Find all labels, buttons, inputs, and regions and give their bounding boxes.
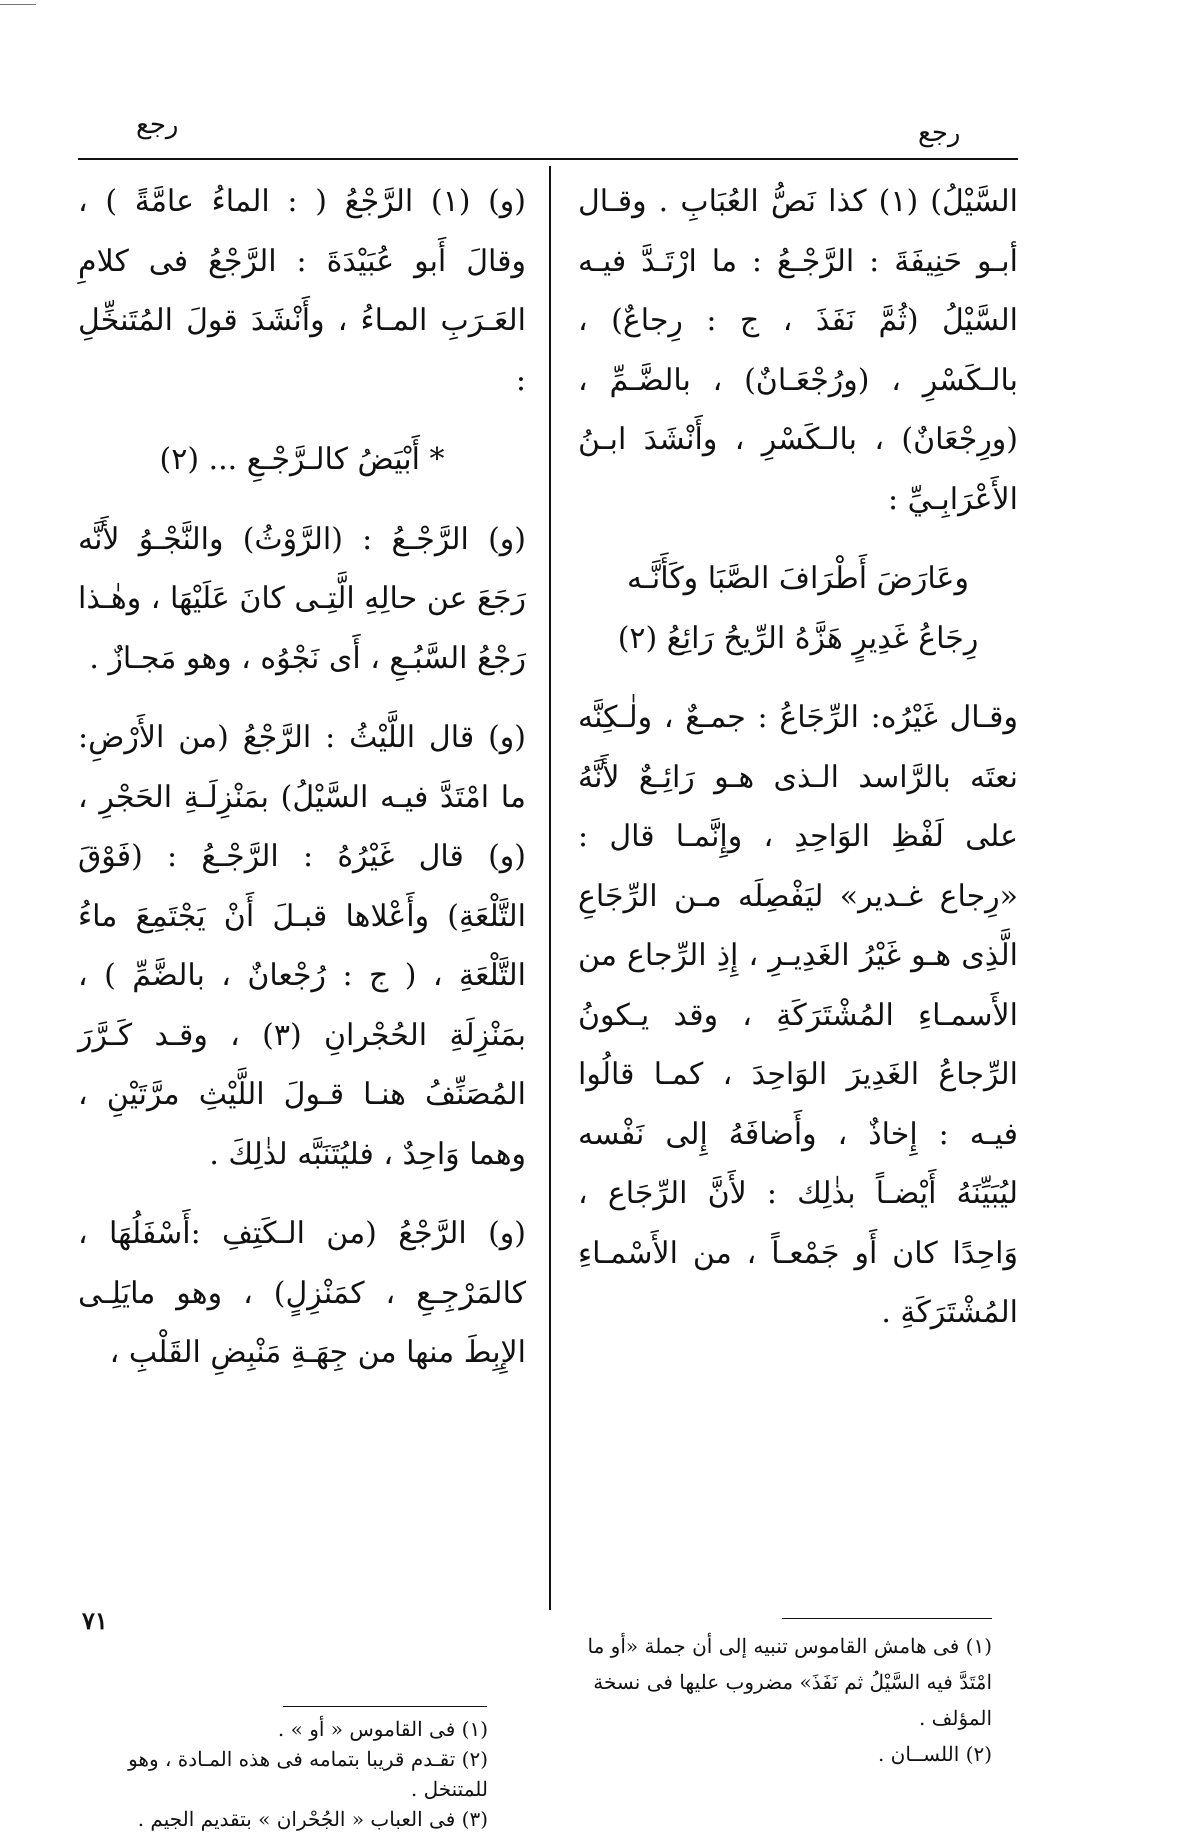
footnote: (١) فى هامش القاموس تنبيه إلى أن جملة «أو ما امْتَدَّ فيه السَّيْلُ ثم نَفَذَ» مضروب عليها فى نسخة المؤلف . <box>587 1634 992 1730</box>
entry-paragraph: (و) قال اللَّيْثُ : الرَّجْعُ (من الأَرْضِ: ما امْتَدَّ فيـه السَّيْلُ) بمَنْزِلَـةِ الحَجْرِ ، (و) قال غَيْرُهُ : الرَّجْـعُ : (فَوْقَ التَّلْعَةِ) وأَعْلاها قبـلَ أَنْ يَجْتَمِعَ ماءُ التَّلْعَةِ ، ( ج : رُجْعانٌ ، بالضَّمِّ ) ، بمَنْزِلَةِ الحُجْرانِ (٣) ، وقـد كَـرَّرَ المُصَنِّفُ هنـا قـولَ اللَّيْثِ مرَّتَيْنِ ، وهما وَاحِدٌ ، فليُتَنَبَّه لذٰلِكَ . <box>78 720 526 1172</box>
header-rule <box>78 158 1018 160</box>
footnote: (٣) فى العباب « الجُحْران » بتقديم الجيم . <box>137 1807 488 1831</box>
running-header-right: رجع <box>918 118 961 148</box>
footnote-rule-right <box>782 1618 992 1619</box>
footnote-rule-left <box>283 1706 487 1707</box>
entry-paragraph: (و) الرَّجْعُ (من الـكَتِفِ :أَسْفَلُهَا ، كالمَرْجِـعِ ، كمَنْزِلٍ) ، وهو مايَلِـى الإِبِطَ منها من جِهَـةِ مَنْبِضِ القَلْبِ ، <box>78 1216 526 1370</box>
running-header-left: رجع <box>136 110 179 140</box>
entry-paragraph: وقـال غَيْرُه: الرِّجَاعُ : جمـعٌ ، ولٰـكِنَّه نعتَه بالرَّاسد الـذى هـو رَائِـعٌ لأَنَّهُ على لَفْظِ الوَاحِدِ ، وإِنَّمـا قال : «رِجاع غـدير» ليَفْصِلَه مـن الرِّجَاعِ الَّذِى هـو غَيْرُ الغَدِيـرِ ، إِذِ الرِّجاع من الأَسمـاءِ المُشْتَرَكَةِ ، وقد يـكونُ الرِّجاعُ الغَدِيرَ الوَاحِدَ ، كمـا قالُوا فيـه : إِخاذٌ ، وأَضافَهُ إِلى نَفْسه ليُبَيِّنَهُ أَيْضـاً بذٰلِك : لأَنَّ الرِّجَاع ، وَاحِدًا كان أَو جَمْعـاً ، من الأَسْمـاءِ المُشْتَرَكَةِ . <box>578 700 1018 1330</box>
left-column <box>78 172 526 1403</box>
footnote: (٢) تقـدم قريبا بتمامه فى هذه المـادة ، وهو للمتنخل . <box>128 1747 488 1801</box>
page-number: ٧١ <box>82 1606 108 1635</box>
entry-paragraph: السَّيْلُ) (١) كذا نَصُّ العُبَابِ . وقـال أبـو حَنِيفَةَ : الرَّجْـعُ : ما ارْتَـدَّ فيـه السَّيْلُ (ثُمَّ نَفَذَ ، ج : رِجاعٌ) ، بالـكَسْرِ ، (ورُجْعَـانٌ) ، بالضَّـمِّ ، (ورِجْعَانٌ) ، بالـكَسْرِ ، وأَنْشَدَ ابـنُ الأَعْرَابِـيِّ : <box>578 184 1018 517</box>
entry-paragraph: (و) الرَّجْـعُ : (الرَّوْثُ) والنَّجْـوُ لأَنَّه رَجَعَ عن حالِهِ الَّتِـى كانَ عَلَيْهَا ، وهٰـذا رَجْعُ السَّبُـعِ ، أَى نَجْوُه ، وهو مَجـازٌ . <box>78 521 526 676</box>
verse-line: رِجَاعُ غَدِيرٍ هَزَّهُ الرِّيحُ رَائِعُ (٢) <box>617 620 979 656</box>
footnote: (١) فى القاموس « أو » . <box>277 1717 488 1741</box>
verse-line: * أَبْيَضُ كالـرَّجْـعِ ... (٢) <box>159 442 445 477</box>
footnotes-right <box>566 1628 992 1772</box>
footnotes-left <box>80 1714 488 1834</box>
footnote: (٢) اللســان . <box>877 1742 992 1766</box>
verse-line: وعَارَضَ أَطْرَافَ الصَّبَا وكَأَنَّـه <box>627 561 969 596</box>
entry-paragraph: (و) (١) الرَّجْعُ ( : الماءُ عامَّةً ) ، وقالَ أَبو عُبَيْدَةَ : الرَّجْعُ فى كلامِ العَـرَبِ المـاءُ ، وأَنْشَدَ قولَ المُتَنخِّلِ : <box>78 184 526 398</box>
corner-mark <box>0 4 36 5</box>
column-divider <box>549 166 551 1610</box>
right-column <box>578 172 1018 1363</box>
